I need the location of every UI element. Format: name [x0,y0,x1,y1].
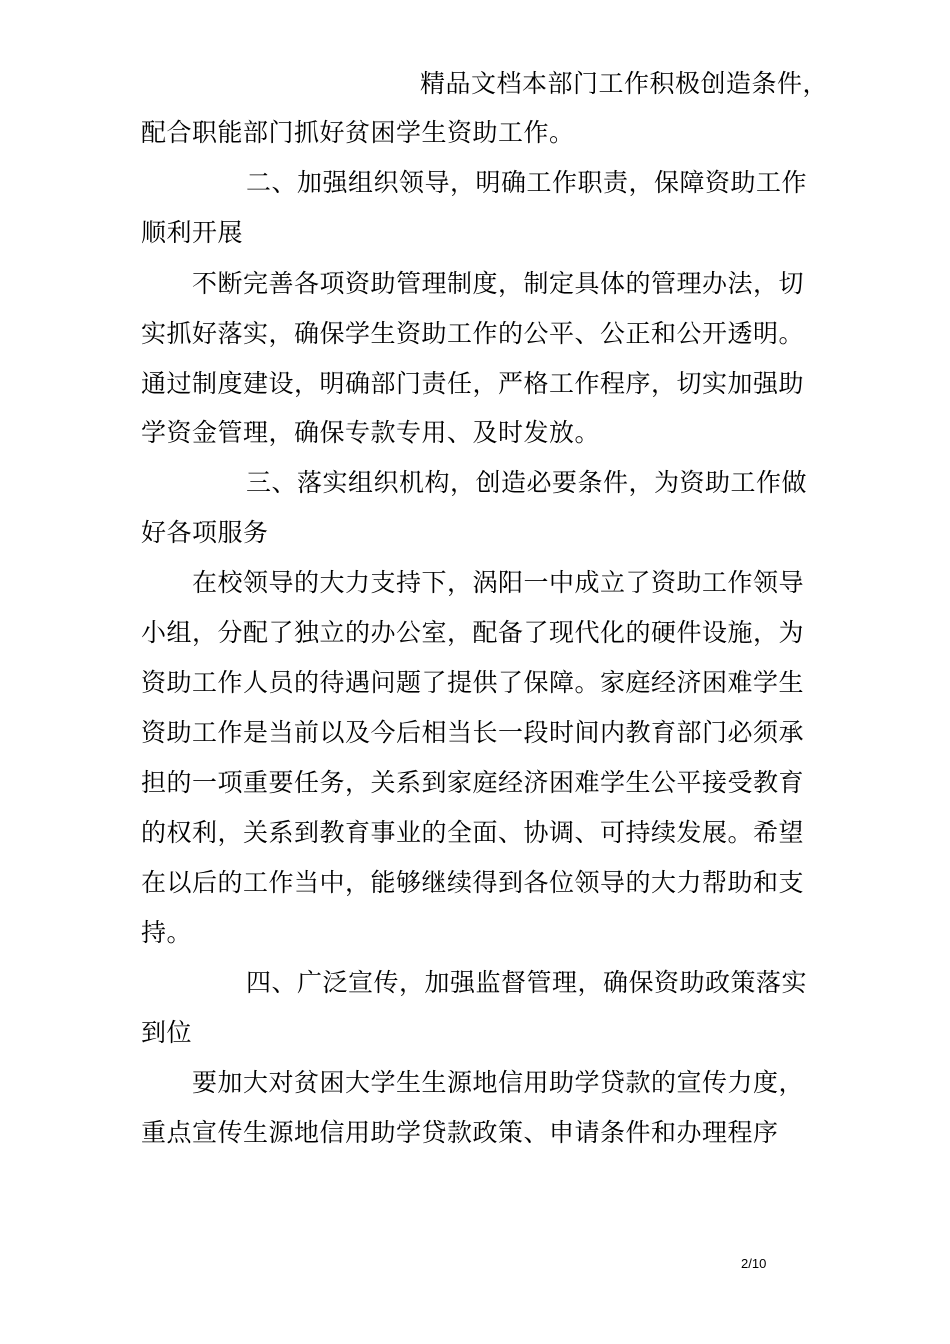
section-heading-4: 四、广泛宣传，加强监督管理，确保资助政策落实 [246,968,808,997]
section-heading-3: 三、落实组织机构，创造必要条件，为资助工作做 [246,468,808,497]
section-heading-3-continued: 好各项服务 [141,518,269,547]
body-text-line: 配合职能部门抓好贫困学生资助工作。 [141,118,575,147]
paragraph-3-line: 在校领导的大力支持下，涡阳一中成立了资助工作领导 [192,568,805,597]
paragraph-3-line: 持。 [141,918,193,947]
paragraph-3-line: 的权利，关系到教育事业的全面、协调、可持续发展。希望 [141,818,805,847]
paragraph-3-line: 担的一项重要任务，关系到家庭经济困难学生公平接受教育 [141,768,805,797]
section-heading-2-continued: 顺利开展 [141,218,244,247]
paragraph-4-line: 要加大对贫困大学生生源地信用助学贷款的宣传力度， [192,1068,805,1097]
paragraph-3-line: 小组，分配了独立的办公室，配备了现代化的硬件设施，为 [141,618,805,647]
paragraph-2-line: 学资金管理，确保专款专用、及时发放。 [141,418,601,447]
paragraph-3-line: 资助工作是当前以及今后相当长一段时间内教育部门必须承 [141,718,805,747]
page-number: 2/10 [741,1256,767,1271]
paragraph-3-line: 在以后的工作当中，能够继续得到各位领导的大力帮助和支 [141,868,805,897]
paragraph-4-line: 重点宣传生源地信用助学贷款政策、申请条件和办理程序 [141,1118,779,1147]
paragraph-2-line: 不断完善各项资助管理制度，制定具体的管理办法，切 [192,269,805,298]
section-heading-2: 二、加强组织领导，明确工作职责，保障资助工作 [246,168,808,197]
header-text-line: 精品文档本部门工作积极创造条件， [420,69,829,98]
section-heading-4-continued: 到位 [141,1018,193,1047]
paragraph-2-line: 通过制度建设，明确部门责任，严格工作程序，切实加强助 [141,369,805,398]
paragraph-2-line: 实抓好落实，确保学生资助工作的公平、公正和公开透明。 [141,319,805,348]
paragraph-3-line: 资助工作人员的待遇问题了提供了保障。家庭经济困难学生 [141,668,805,697]
